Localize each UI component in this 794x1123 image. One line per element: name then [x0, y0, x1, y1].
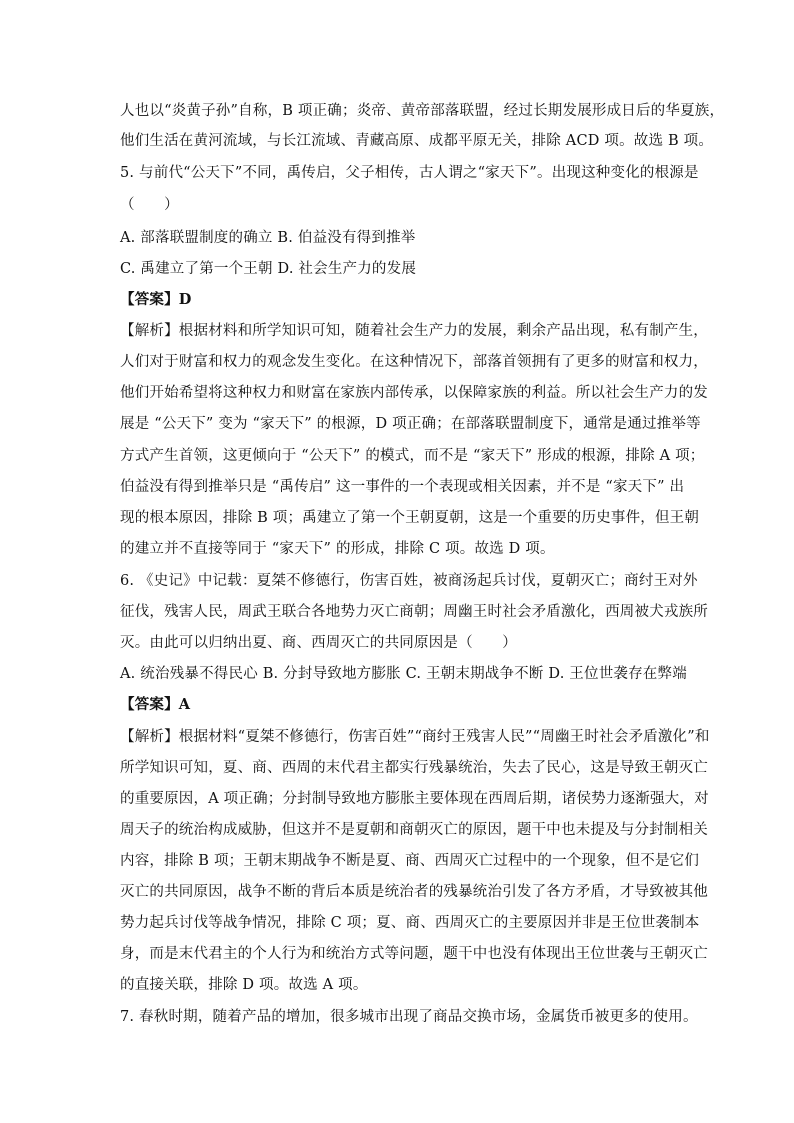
text-line: 现的根本原因，排除 B 项；禹建立了第一个王朝夏朝，这是一个重要的历史事件，但王朝	[120, 510, 700, 526]
text-line: 内容，排除 B 项；王朝末期战争不断是夏、商、西周灭亡过程中的一个现象，但不是它们	[120, 853, 700, 869]
text-line: 伯益没有得到推举只是 “禹传启” 这一事件的一个表现或相关因素，并不是 “家天下” 出	[120, 479, 685, 495]
text-line: 的建立并不直接等同于 “家天下” 的形成，排除 C 项。故选 D 项。	[120, 541, 555, 557]
text-line: 势力起兵讨伐等战争情况，排除 C 项；夏、商、西周灭亡的主要原因并非是王位世袭制本	[120, 915, 700, 931]
text-line: 灭亡的共同原因，战争不断的背后本质是统治者的残暴统治引发了各方矛盾，才导致被其他	[120, 884, 708, 900]
text-line: 人们对于财富和权力的观念发生变化。在这种情况下，部落首领拥有了更多的财富和权力，	[120, 354, 708, 370]
question-6-analysis: 【解析】根据材料“夏桀不修德行，伤害百姓”“商纣王残害人民”“周幽王时社会矛盾激化”和	[120, 729, 710, 745]
question-5-options-ab: A. 部落联盟制度的确立 B. 伯益没有得到推举	[120, 230, 416, 246]
question-5-stem: 5. 与前代“公天下”不同，禹传启，父子相传，古人谓之“家天下”。出现这种变化的根源是	[120, 165, 699, 181]
question-6-answer: 【答案】A	[120, 696, 191, 713]
text-line: 他们生活在黄河流域，与长江流域、青藏高原、成都平原无关，排除 ACD 项。故选 B 项。	[120, 133, 714, 149]
text-line: 人也以“炎黄子孙”自称，B 项正确；炎帝、黄帝部落联盟，经过长期发展形成日后的华夏族，	[120, 103, 725, 119]
text-line: 方式产生首领，这更倾向于 “公天下” 的模式，而不是 “家天下” 形成的根源，排除 A 项；	[120, 448, 705, 464]
text-line: 周天子的统治构成威胁，但这并不是夏朝和商朝灭亡的原因，题干中也未提及与分封制相关	[120, 822, 708, 838]
text-line: 所学知识可知，夏、商、西周的末代君主都实行残暴统治，失去了民心，这是导致王朝灭亡	[120, 760, 708, 776]
question-6-options: A. 统治残暴不得民心 B. 分封导致地方膨胀 C. 王朝末期战争不断 D. 王位世袭存在弊端	[120, 666, 687, 682]
text-line: 的直接关联，排除 D 项。故选 A 项。	[120, 977, 368, 993]
text-line: 灭。由此可以归纳出夏、商、西周灭亡的共同原因是（ ）	[120, 635, 517, 651]
text-line: 身，而是末代君主的个人行为和统治方式等问题，题干中也没有体现出王位世袭与王朝灭亡	[120, 946, 708, 962]
question-7-stem: 7. 春秋时期，随着产品的增加，很多城市出现了商品交换市场，金属货币被更多的使用。	[120, 1009, 698, 1025]
text-line: 展是 “公天下” 变为 “家天下” 的根源，D 项正确；在部落联盟制度下，通常是通过推举等	[120, 416, 701, 432]
question-5-analysis: 【解析】根据材料和所学知识可知，随着社会生产力的发展，剩余产品出现，私有制产生，	[120, 323, 708, 339]
text-line: 征伐，残害人民，周武王联合各地势力灭亡商朝；周幽王时社会矛盾激化，西周被犬戎族所	[120, 604, 708, 620]
question-5-blank: （ ）	[120, 197, 179, 213]
question-5-options-cd: C. 禹建立了第一个王朝 D. 社会生产力的发展	[120, 261, 417, 277]
text-line: 他们开始希望将这种权力和财富在家族内部传承，以保障家族的利益。所以社会生产力的发	[120, 385, 708, 401]
text-line: 的重要原因，A 项正确；分封制导致地方膨胀主要体现在西周后期，诸侯势力逐渐强大，对	[120, 791, 709, 807]
question-6-stem: 6. 《史记》中记载：夏桀不修德行，伤害百姓，被商汤起兵讨伐，夏朝灭亡；商纣王对外	[120, 573, 698, 589]
question-5-answer: 【答案】D	[120, 291, 192, 308]
